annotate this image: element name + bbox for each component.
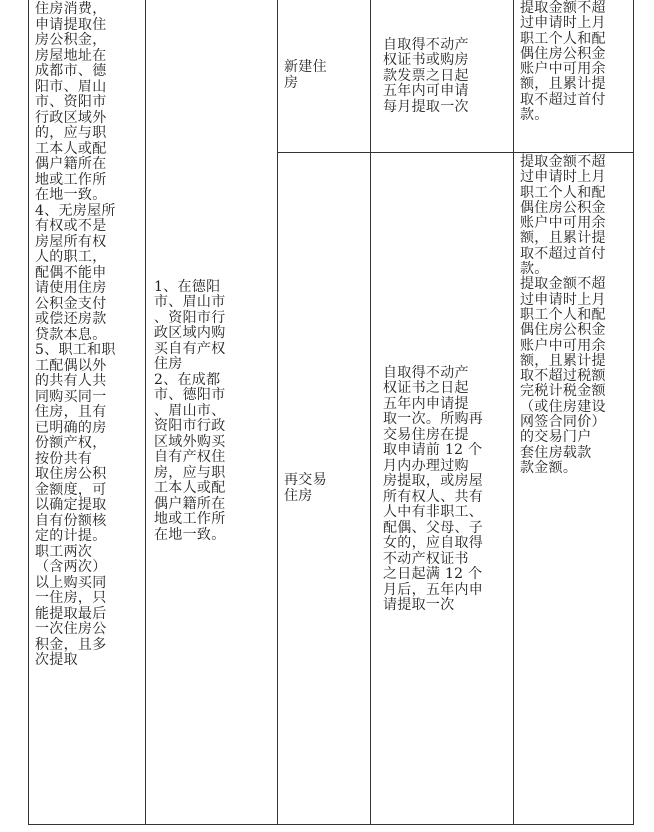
deadline-cell — [371, 0, 514, 153]
withdrawal-conditions-text: 住房消费， 申请提取住 房公积金， 房屋地址在 成都市、德 阳市、眉山 市、资阳市 行政区域外 的，应与职 工本人或配 偶户籍所在 地或工作所 在地一致。 4、无房屋所 有权或不是 房屋所有权 人的职工， 配偶不能申 请使用住房 公积金支付 或偿还房款 贷款本息。 5、职工和职 工配偶以外 的共有人共 同购买同一 住房，且有 已明确的房 份额产权， 按份共有 取住房公积 金额度，可 以确定提取 自有份额核 定的计提。 职工两次 （含两次） 以上购买同 一住房，只 能提取最后 一次住房公 积金，且多 次提取 — [35, 1, 116, 668]
purchase-scope-cell — [146, 0, 278, 825]
amount-new: 提取金额不超 过申请时上月 职工个人和配 偶住房公积金 账户中可用余 额，且累计提 取不超过首付 款。 — [520, 0, 606, 124]
deadline-new: 自取得不动产 权证书或购房 款发票之日起 五年内可申请 每月提取一次 — [383, 36, 469, 115]
purchase-scope-text: 1、在德阳 市、眉山市 、资阳市行 政区域内购 买自有产权 住房 2、在成都 市、德阳市 、眉山市、 资阳市行政 区域外购买 自有产权住 房，应与职 工本人或配 偶户籍所在 地或工作所 在地一致。 — [154, 278, 226, 543]
housing-type-cell — [278, 0, 371, 153]
amount-cell — [514, 153, 634, 825]
amount-resale: 提取金额不超 过申请时上月 职工个人和配 偶住房公积金 账户中可用余 额，且累计提 取不超过首付 款。 提取金额不超 过申请时上月 职工个人和配 偶住房公积金 账户中可用余 额，且累计提 取不超过税额 完税计税金额 （或住房建设 网签合同价） 的交易门户 套住房载款 款金额。 — [520, 154, 606, 476]
housing-type-cell — [278, 153, 371, 825]
withdrawal-conditions-cell — [29, 0, 146, 825]
housing-type-new: 新建住 房 — [284, 59, 327, 91]
deadline-cell — [371, 153, 514, 825]
housing-type-resale: 再交易 住房 — [284, 472, 327, 504]
amount-cell — [514, 0, 634, 153]
deadline-resale: 自取得不动产 权证书之日起 五年内申请提 取一次。所购再 交易住房在提 取申请前 12 个 月内办理过购 房提取，或房屋 所有权人、共有 人中有非职工、 配偶、父母、子 女的，应自取得 不动产权证书 之日起满 12 个 月后，五年内申 请提取一次 — [383, 364, 484, 613]
housing-fund-withdrawal-table — [28, 0, 634, 825]
table-row — [29, 0, 634, 153]
